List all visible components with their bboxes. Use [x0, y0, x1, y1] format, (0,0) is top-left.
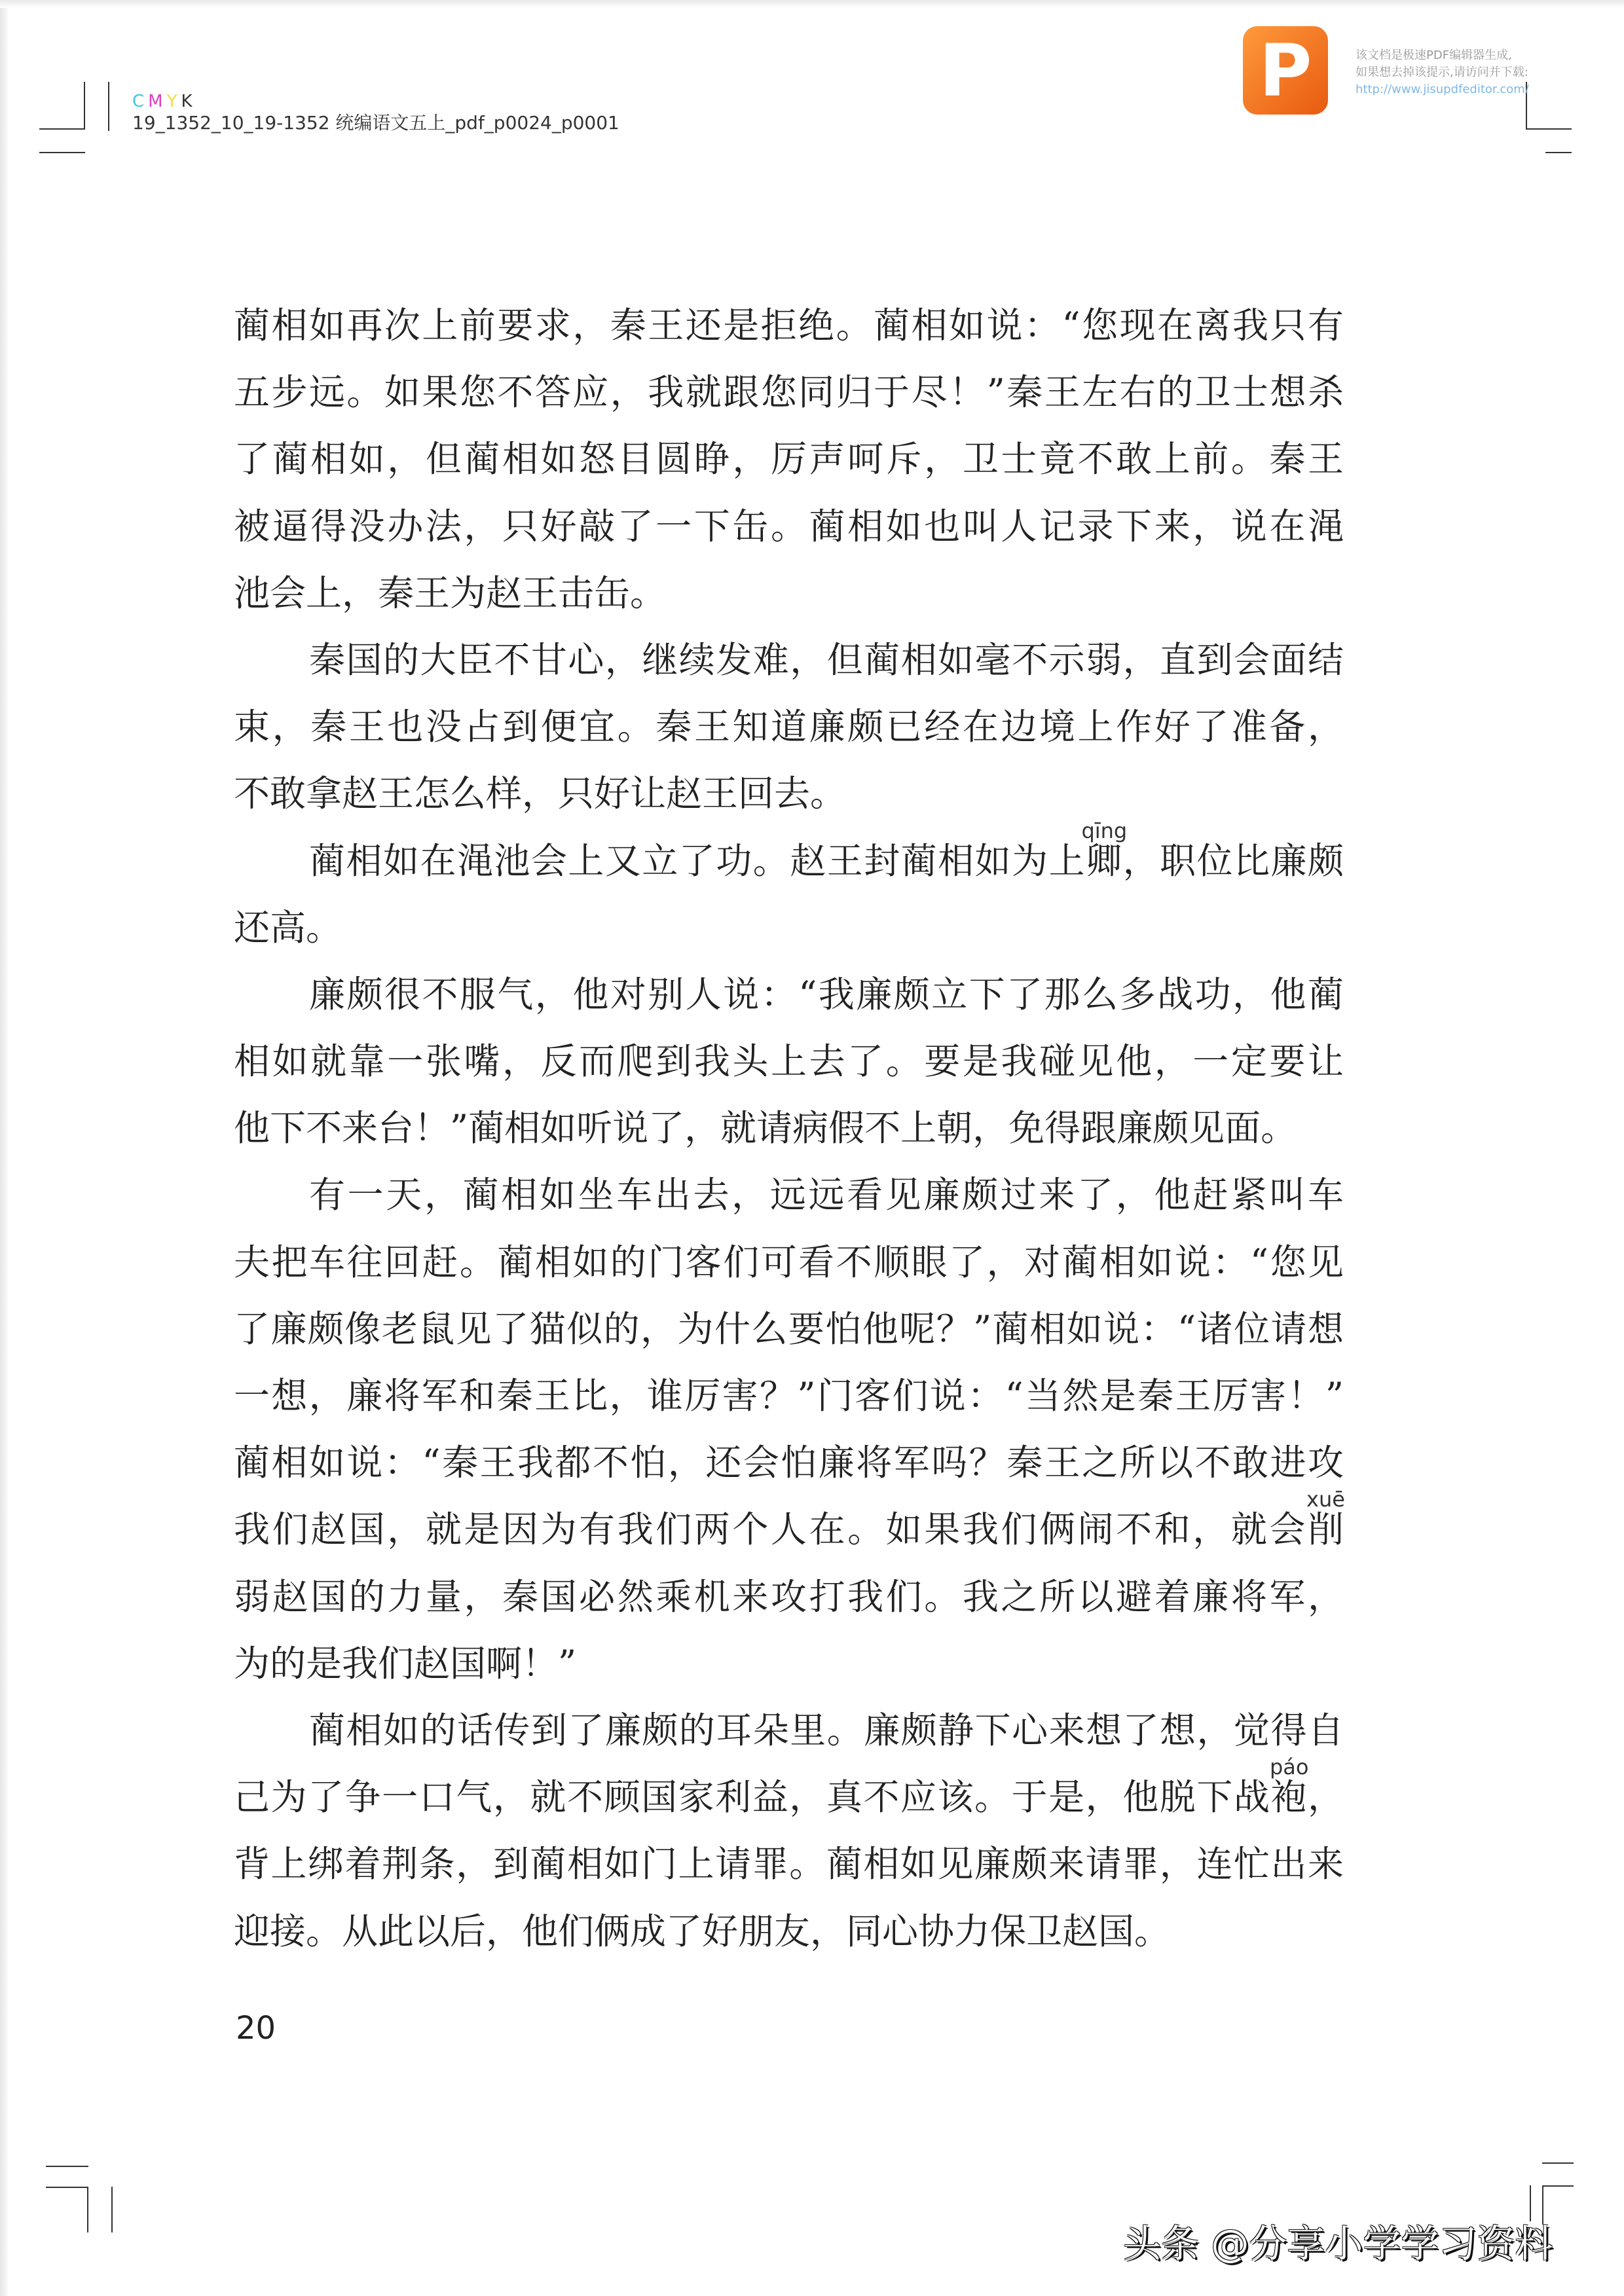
crop-mark: [39, 128, 85, 130]
text-line: 被逼得没办法，只好敲了一下缶。蔺相如也叫人记录下来，说在渑: [234, 505, 1344, 547]
story-text: [234, 304, 1344, 1977]
crop-mark: [1542, 2185, 1574, 2187]
crop-mark: [87, 2187, 88, 2232]
paragraph: [234, 638, 1344, 843]
crop-mark: [46, 2166, 88, 2167]
text-line: 为的是我们赵国啊！”: [234, 1642, 577, 1685]
watermark-notice: [1356, 47, 1529, 98]
text-line: 蔺相如的话传到了廉颇的耳朵里。廉颇静下心来想了想，觉得自: [309, 1709, 1344, 1751]
cmyk-y: Y: [166, 92, 181, 111]
text-line: 束，秦王也没占到便宜。秦王知道廉颇已经在边境上作好了准备，: [234, 706, 1344, 748]
text-line: 还高。: [234, 906, 342, 949]
logo-letter: P: [1259, 28, 1312, 113]
text-line: 我们赵国，就是因为有我们两个人在。如果我们俩闹不和，就会削: [234, 1508, 1344, 1551]
text-line: 有一天，蔺相如坐车出去，远远看见廉颇过来了，他赶紧叫车: [309, 1174, 1344, 1216]
crop-mark: [108, 82, 109, 131]
source-credit-watermark: 头条 @分享小学学习资料: [1123, 2221, 1553, 2266]
paragraph: [234, 1174, 1344, 1709]
text-line: 弱赵国的力量，秦国必然乘机来攻打我们。我之所以避着廉将军，: [234, 1575, 1344, 1618]
watermark-line: 如果想去掉该提示,请访问并下载:: [1356, 65, 1528, 79]
page-number: 20: [236, 2010, 276, 2047]
text-line: 廉颇很不服气，他对别人说：“我廉颇立下了那么多战功，他蔺: [309, 973, 1344, 1015]
crop-mark: [84, 82, 85, 130]
text-line: 背上绑着荆条，到蔺相如门上请罪。蔺相如见廉颇来请罪，连忙出来: [234, 1843, 1344, 1886]
pinyin-annotation: páo: [1269, 1755, 1309, 1780]
text-line: 一想，廉将军和秦王比，谁厉害？”门客们说：“当然是秦王厉害！”: [234, 1375, 1344, 1417]
pinyin-annotation: xuē: [1306, 1487, 1345, 1512]
cmyk-m: M: [148, 92, 167, 111]
print-job-name: 19_1352_10_19-1352 统编语文五上_pdf_p0024_p0001: [132, 112, 619, 134]
text-line: 夫把车往回赶。蔺相如的门客们可看不顺眼了，对蔺相如说：“您见: [234, 1241, 1344, 1283]
cmyk-c: C: [132, 92, 149, 111]
paragraph: [234, 1709, 1344, 1977]
text-line: 秦国的大臣不甘心，继续发难，但蔺相如毫不示弱，直到会面结: [309, 638, 1344, 681]
text-line: 己为了争一口气，就不顾国家利益，真不应该。于是，他脱下战袍，: [234, 1776, 1344, 1819]
text-line: 蔺相如说：“秦王我都不怕，还会怕廉将军吗？秦王之所以不敢进攻: [234, 1442, 1344, 1484]
text-line: 他下不来台！”蔺相如听说了，就请病假不上朝，免得跟廉颇见面。: [234, 1107, 1297, 1150]
text-line: 迎接。从此以后，他们俩成了好朋友，同心协力保卫赵国。: [234, 1910, 1171, 1952]
text-line: 相如就靠一张嘴，反而爬到我头上去了。要是我碰见他，一定要让: [234, 1040, 1344, 1083]
cmyk-k: K: [181, 92, 196, 111]
watermark-line: 该文档是极速PDF编辑器生成,: [1356, 48, 1512, 62]
watermark-url[interactable]: http://www.jisupdfeditor.com/: [1356, 82, 1529, 96]
crop-mark: [39, 152, 85, 153]
pdf-editor-logo-icon: [1243, 26, 1328, 115]
crop-mark: [46, 2187, 88, 2188]
crop-mark: [1526, 128, 1572, 130]
crop-mark: [111, 2187, 113, 2232]
scan-edge-shadow: [0, 0, 9, 2296]
scan-top-edge: [0, 0, 1624, 8]
crop-mark: [1542, 2162, 1574, 2164]
paragraph: [234, 304, 1344, 639]
text-line: 蔺相如在渑池会上又立了功。赵王封蔺相如为上卿，职位比廉颇: [309, 839, 1344, 882]
text-line: 蔺相如再次上前要求，秦王还是拒绝。蔺相如说：“您现在离我只有: [234, 304, 1344, 346]
paragraph: [234, 840, 1344, 974]
text-line: 了蔺相如，但蔺相如怒目圆睁，厉声呵斥，卫士竟不敢上前。秦王: [234, 438, 1344, 481]
text-line: 不敢拿赵王怎么样，只好让赵王回去。: [234, 773, 847, 815]
text-line: 五步远。如果您不答应，我就跟您同归于尽！”秦王左右的卫士想杀: [234, 371, 1344, 414]
crop-mark: [1545, 152, 1572, 153]
text-line: 池会上，秦王为赵王击缶。: [234, 572, 667, 614]
text-line: 了廉颇像老鼠见了猫似的，为什么要怕他呢？”蔺相如说：“诸位请想: [234, 1307, 1344, 1350]
pinyin-annotation: qīng: [1081, 818, 1128, 843]
paragraph: [234, 974, 1344, 1175]
